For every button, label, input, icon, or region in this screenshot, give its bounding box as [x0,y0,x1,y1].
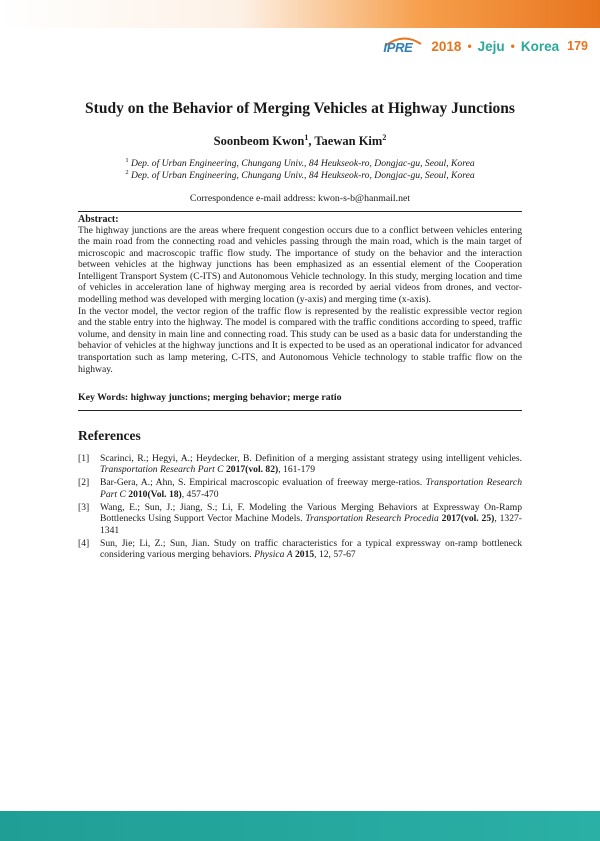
abstract-heading: Abstract: [78,214,119,225]
reference-fragment: Transportation Research Procedia [305,513,439,525]
conference-city: Jeju [477,38,505,54]
affiliation-2 [0,169,600,181]
reference-number: [2] [78,477,90,489]
author-line [0,133,600,149]
divider [78,211,522,212]
affiliation-sup: 1 [125,157,129,164]
reference-number: [3] [78,501,90,513]
reference-fragment: 2017(vol. 82) [225,464,279,476]
reference-fragment: 2015 [294,549,315,561]
reference-fragment: , 457-470 [181,488,219,500]
correspondence-email: Correspondence e-mail address: kwon-s-b@hanmail.net [189,193,411,204]
reference-text [100,453,522,476]
bottom-banner [0,811,600,841]
affiliation-text: Dep. of Urban Engineering, Chungang Univ., 84 Heukseok-ro, Dongjac-gu, Seoul, Korea [131,158,475,170]
affiliation-1 [0,157,600,169]
reference-fragment: Scarinci, R.; Hegyi, A.; Heydecker, B. Definition of a merging assistant strategy using intelligent vehicles. [100,453,522,464]
reference-fragment: Transportation Research Part C [100,464,224,476]
author-name: Soonbeom Kwon [213,134,305,149]
author-name: Taewan Kim [314,134,383,149]
conference-year: 2018 [431,38,462,54]
author-affil-sup: 2 [382,133,387,142]
separator-dot: • [467,39,472,53]
references-list [78,453,522,562]
reference-text [100,477,522,500]
author-separator: , [308,134,315,149]
divider [78,410,522,411]
reference-fragment: Bar-Gera, A.; Ahn, S. Empirical macroscopic evaluation of freeway merge-ratios. [100,477,426,489]
abstract-paragraph: In the vector model, the vector region of the traffic flow is represented by the realistic expressible vector region and the stable entry into the highway. The model is compared with the traffic conditions according to speed, traffic volume, and density in main line and connecting road. This study can be used as a basic data for understanding the behavior of vehicles at the highway junctions and It is expected to be used as an operational indicator for advanced transportation such as lamp metering, C-ITS, and Autonomous Vehicle technology to stable traffic flow on the highway. [78,305,522,375]
conference-logo [381,36,425,56]
reference-text [100,502,522,536]
reference-item [78,453,522,476]
reference-fragment: , 1327-1341 [100,513,522,536]
logo-text: IPRE [383,40,413,55]
reference-fragment: 2017(vol. 25) [441,513,495,525]
reference-fragment: Wang, E.; Sun, J.; Jiang, S.; Li, F. Modeling the Various Merging Behaviors at Expressway On-Ramp Bottlenecks Using Support Vector Machine Models. [100,501,522,525]
paper-title: Study on the Behavior of Merging Vehicles at Highway Junctions [85,100,515,117]
conference-header [381,35,588,57]
reference-text [100,538,522,561]
separator-dot: • [510,39,515,53]
reference-item [78,477,522,500]
reference-number: [1] [78,453,90,464]
reference-item [78,538,522,561]
reference-fragment: , 161-179 [278,464,315,476]
reference-fragment: Transportation Research Part C [100,477,522,500]
affiliation-text: Dep. of Urban Engineering, Chungang Univ., 84 Heukseok-ro, Dongjac-gu, Seoul, Korea [131,170,475,182]
reference-fragment: 2010(Vol. 18) [128,488,182,500]
top-banner [0,0,600,28]
author-affil-sup: 1 [304,133,309,142]
reference-fragment: , 12, 57-67 [314,549,356,561]
keywords: Key Words: highway junctions; merging behavior; merge ratio [78,392,342,403]
reference-fragment: Physica A [254,549,293,561]
abstract-body [78,225,522,376]
references-heading: References [78,428,141,443]
abstract-paragraph: The highway junctions are the areas where frequent congestion occurs due to a conflict between vehicles entering the main road from the connecting road and vehicles passing through the main road, which is the main target of microscopic and macroscopic traffic flow study. The importance of study on the behavior and the interaction between vehicles at the highway junctions has been emphasized as an essential element of the Cooperation Intelligent Transport System (C-ITS) and Autonomous Vehicle technology. In this study, merging location and time of vehicles in acceleration lane of highway merging area is recorded by aerial videos from drones, and vector-modelling method was developed with merging location (y-axis) and merging time (x-axis). [78,224,522,306]
conference-country: Korea [520,38,560,54]
affiliation-sup: 2 [125,169,129,176]
page-number: 179 [567,39,588,53]
reference-fragment: Sun, Jie; Li, Z.; Sun, Jian. Study on traffic characteristics for a typical expressway on-ramp bottleneck considering various merging behaviors. [100,537,522,561]
reference-item [78,502,522,536]
reference-number: [4] [78,537,90,549]
